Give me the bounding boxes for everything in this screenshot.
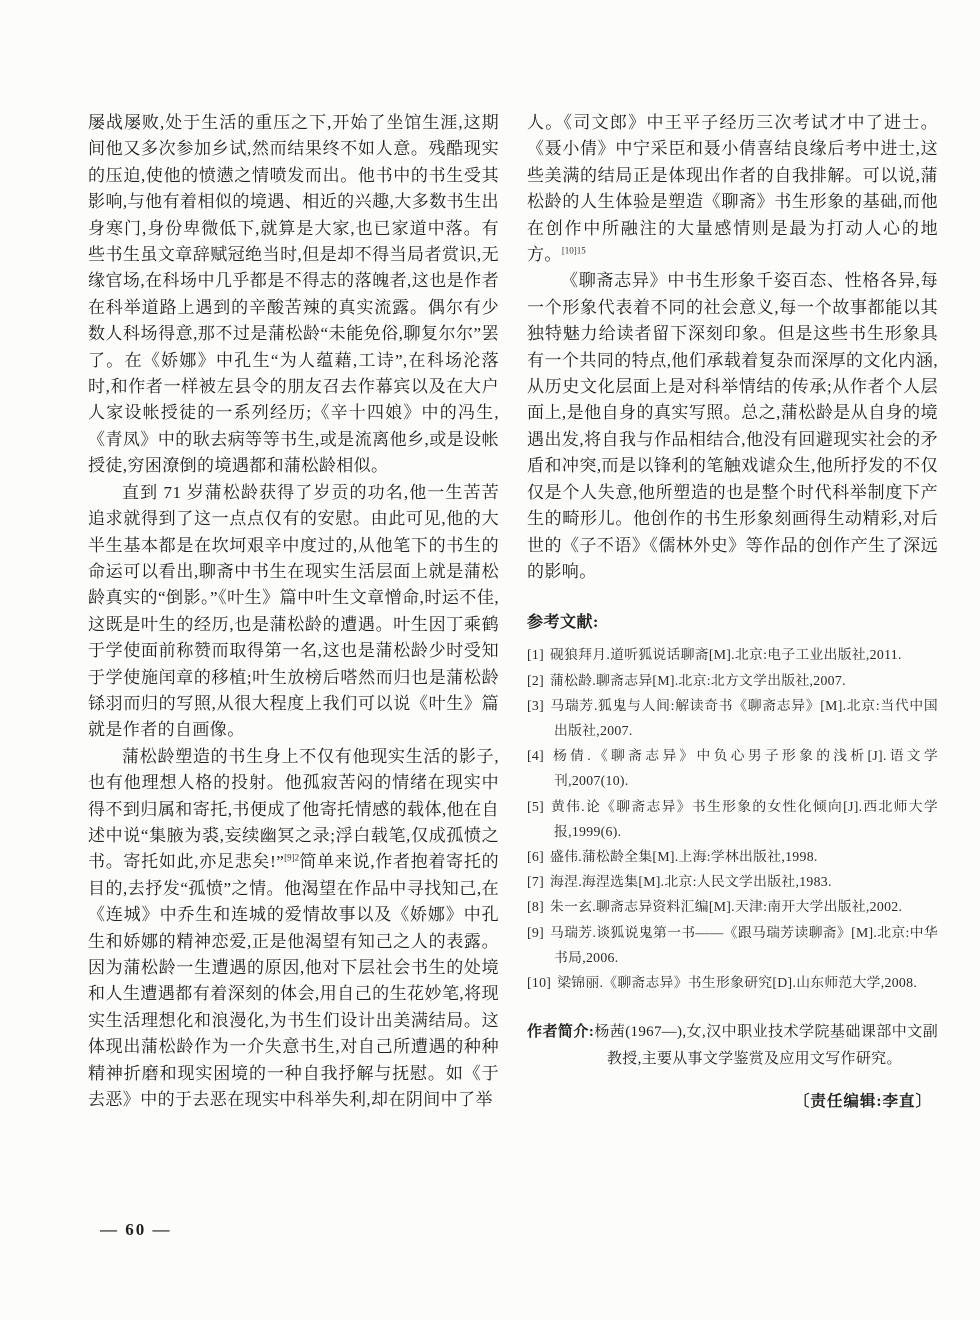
page-number: — 60 — [100, 1220, 172, 1239]
reference-text: 蒲松龄.聊斋志异[M].北京:北方文学出版社,2007. [550, 672, 846, 688]
reference-number: [7] [527, 874, 544, 890]
reference-number: [9] [527, 924, 544, 940]
reference-number: [10] [527, 974, 552, 990]
reference-number: [2] [527, 672, 544, 688]
author-bio [527, 1019, 938, 1073]
right-column [527, 110, 938, 1113]
author-bio-label: 作者简介: [527, 1024, 595, 1041]
reference-item [527, 693, 938, 743]
paragraph [88, 744, 499, 1114]
references-heading: 参考文献: [527, 614, 599, 632]
reference-number: [1] [527, 647, 544, 663]
reference-number: [8] [527, 899, 544, 915]
reference-item [527, 844, 938, 869]
paragraph: 《聊斋志异》中书生形象千姿百态、性格各异,每一个形象代表着不同的社会意义,每一个故事都能以其独特魅力给读者留下深刻印象。但是这些书生形象具有一个共同的特点,他们承载着复杂而深厚的文化内涵,从历史文化层面上是对科举情结的传承;从作者个人层面上,是他自身的真实写照。总之,蒲松龄是从自身的境遇出发,将自我与作品相结合,他没有回避现实社会的矛盾和冲突,而是以锋利的笔触戏谑众生,他所抒发的不仅仅是个人失意,他所塑造的也是整个时代科举制度下产生的畸形儿。他创作的书生形象刻画得生动精彩,对后世的《子不语》《儒林外史》等作品的创作产生了深远的影响。 [527, 271, 938, 581]
citation-marker: [10]15 [561, 245, 586, 256]
paragraph-text: 简单来说,作者抱着寄托的目的,去抒发“孤愤”之情。他渴望在作品中寻找知己,在《连城》中乔生和连城的爱情故事以及《娇娜》中孔生和娇娜的精神恋爱,正是他渴望有知己之人的表露。因为蒲松龄一生遭遇的原因,他对下层社会书生的处境和人生遭遇都有着深刻的体会,用自己的生花妙笔,将现实生活理想化和浪漫化,为书生们设计出美满结局。这体现出蒲松龄作为一介失意书生,对自己所遭遇的种种精神折磨和现实困境的一种自我抒解与抚慰。如《于去恶》中的于去恶在现实中科举失利,却在阴间中了举 [88, 852, 499, 1110]
paragraph-text: 蒲松龄塑造的书生身上不仅有他现实生活的影子,也有他理想人格的投射。他孤寂苦闷的情绪在现实中得不到归属和寄托,书便成了他寄托情感的载体,他在自述中说“集腋为裘,妄续幽冥之录;浮白载笔,仅成孤愤之书。寄托如此,亦足悲矣!” [88, 746, 499, 872]
reference-number: [5] [527, 798, 544, 814]
left-column [88, 110, 499, 1113]
reference-item [527, 668, 938, 693]
reference-item [527, 920, 938, 970]
paragraph-continuation [527, 110, 938, 268]
citation-marker: [9]2 [284, 852, 300, 863]
reference-number: [3] [527, 697, 544, 713]
reference-text: 黄伟.论《聊斋志异》书生形象的女性化倾向[J].西北师大学报,1999(6). [550, 798, 938, 839]
reference-item [527, 894, 938, 919]
references-list [527, 642, 938, 995]
reference-text: 海涅.海涅选集[M].北京:人民文学出版社,1983. [550, 874, 832, 890]
reference-number: [6] [527, 848, 544, 864]
paragraph: 直到 71 岁蒲松龄获得了岁贡的功名,他一生苦苦追求就得到了这一点点仅有的安慰。由此可见,他的大半生基本都是在坎坷艰辛中度过的,从他笔下的书生的命运可以看出,聊斋中书生在现实生活层面上就是蒲松龄真实的“倒影。”《叶生》篇中叶生文章憎命,时运不佳,这既是叶生的经历,也是蒲松龄的遭遇。叶生因丁乘鹤于学使面前称赞而取得第一名,这也是蒲松龄少时受知于学使施闰章的移植;叶生放榜后嗒然而归也是蒲松龄铩羽而归的写照,从很大程度上我们可以说《叶生》篇就是作者的自画像。 [88, 482, 499, 740]
reference-text: 砚狼拜月.道听狐说话聊斋[M].北京:电子工业出版社,2011. [550, 647, 902, 663]
reference-number: [4] [527, 748, 544, 764]
paragraph-continuation: 屡战屡败,处于生活的重压之下,开始了坐馆生涯,这期间他又多次参加乡试,然而结果终不如人意。残酷现实的压迫,使他的愤懑之情喷发而出。他书中的书生受其影响,与他有着相似的境遇、相近的兴趣,大多数书生出身寒门,身份卑微低下,就算是大家,也已家道中落。有些书生虽文章辞赋冠绝当时,但是却不得当局者赏识,无缘官场,在科场中几乎都是不得志的落魄者,这也是作者在科举道路上遇到的辛酸苦辣的真实流露。偶尔有少数人科场得意,那不过是蒲松龄“未能免俗,聊复尔尔”罢了。在《娇娜》中孔生“为人蕴藉,工诗”,在科场沦落时,和作者一样被左县令的朋友召去作幕宾以及在大户人家设帐授徒的一系列经历;《辛十四娘》中的冯生,《青凤》中的耿去病等等书生,或是流离他乡,或是设帐授徒,穷困潦倒的境遇都和蒲松龄相似。 [88, 113, 499, 476]
reference-item [527, 970, 938, 995]
reference-item [527, 869, 938, 894]
reference-item [527, 642, 938, 667]
paragraph-text: 人。《司文郎》中王平子经历三次考试才中了进士。《聂小倩》中宁采臣和聂小倩喜结良缘后考中进士,这些美满的结局正是体现出作者的自我排解。可以说,蒲松龄的人生体验是塑造《聊斋》书生形象的基础,而他在创作中所融注的大量感情则是最为打动人心的地方。 [527, 113, 938, 265]
reference-text: 马瑞芳.狐鬼与人间:解读奇书《聊斋志异》[M].北京:当代中国出版社,2007. [550, 697, 938, 738]
two-column-body [88, 110, 938, 1113]
author-bio-text: 杨茜(1967—),女,汉中职业技术学院基础课部中文副教授,主要从事文学鉴赏及应用文写作研究。 [594, 1024, 939, 1068]
reference-item [527, 743, 938, 793]
reference-text: 朱一玄.聊斋志异资料汇编[M].天津:南开大学出版社,2002. [550, 899, 903, 915]
reference-text: 梁锦丽.《聊斋志异》书生形象研究[D].山东师范大学,2008. [557, 974, 918, 990]
reference-item [527, 794, 938, 844]
reference-text: 杨倩.《聊斋志异》中负心男子形象的浅析[J].语文学刊,2007(10). [550, 748, 938, 789]
reference-text: 马瑞芳.谈狐说鬼第一书——《跟马瑞芳读聊斋》[M].北京:中华书局,2006. [550, 924, 938, 965]
reference-text: 盛伟.蒲松龄全集[M].上海:学林出版社,1998. [550, 848, 818, 864]
editor-credit: 〔责任编辑:李直〕 [793, 1093, 932, 1111]
